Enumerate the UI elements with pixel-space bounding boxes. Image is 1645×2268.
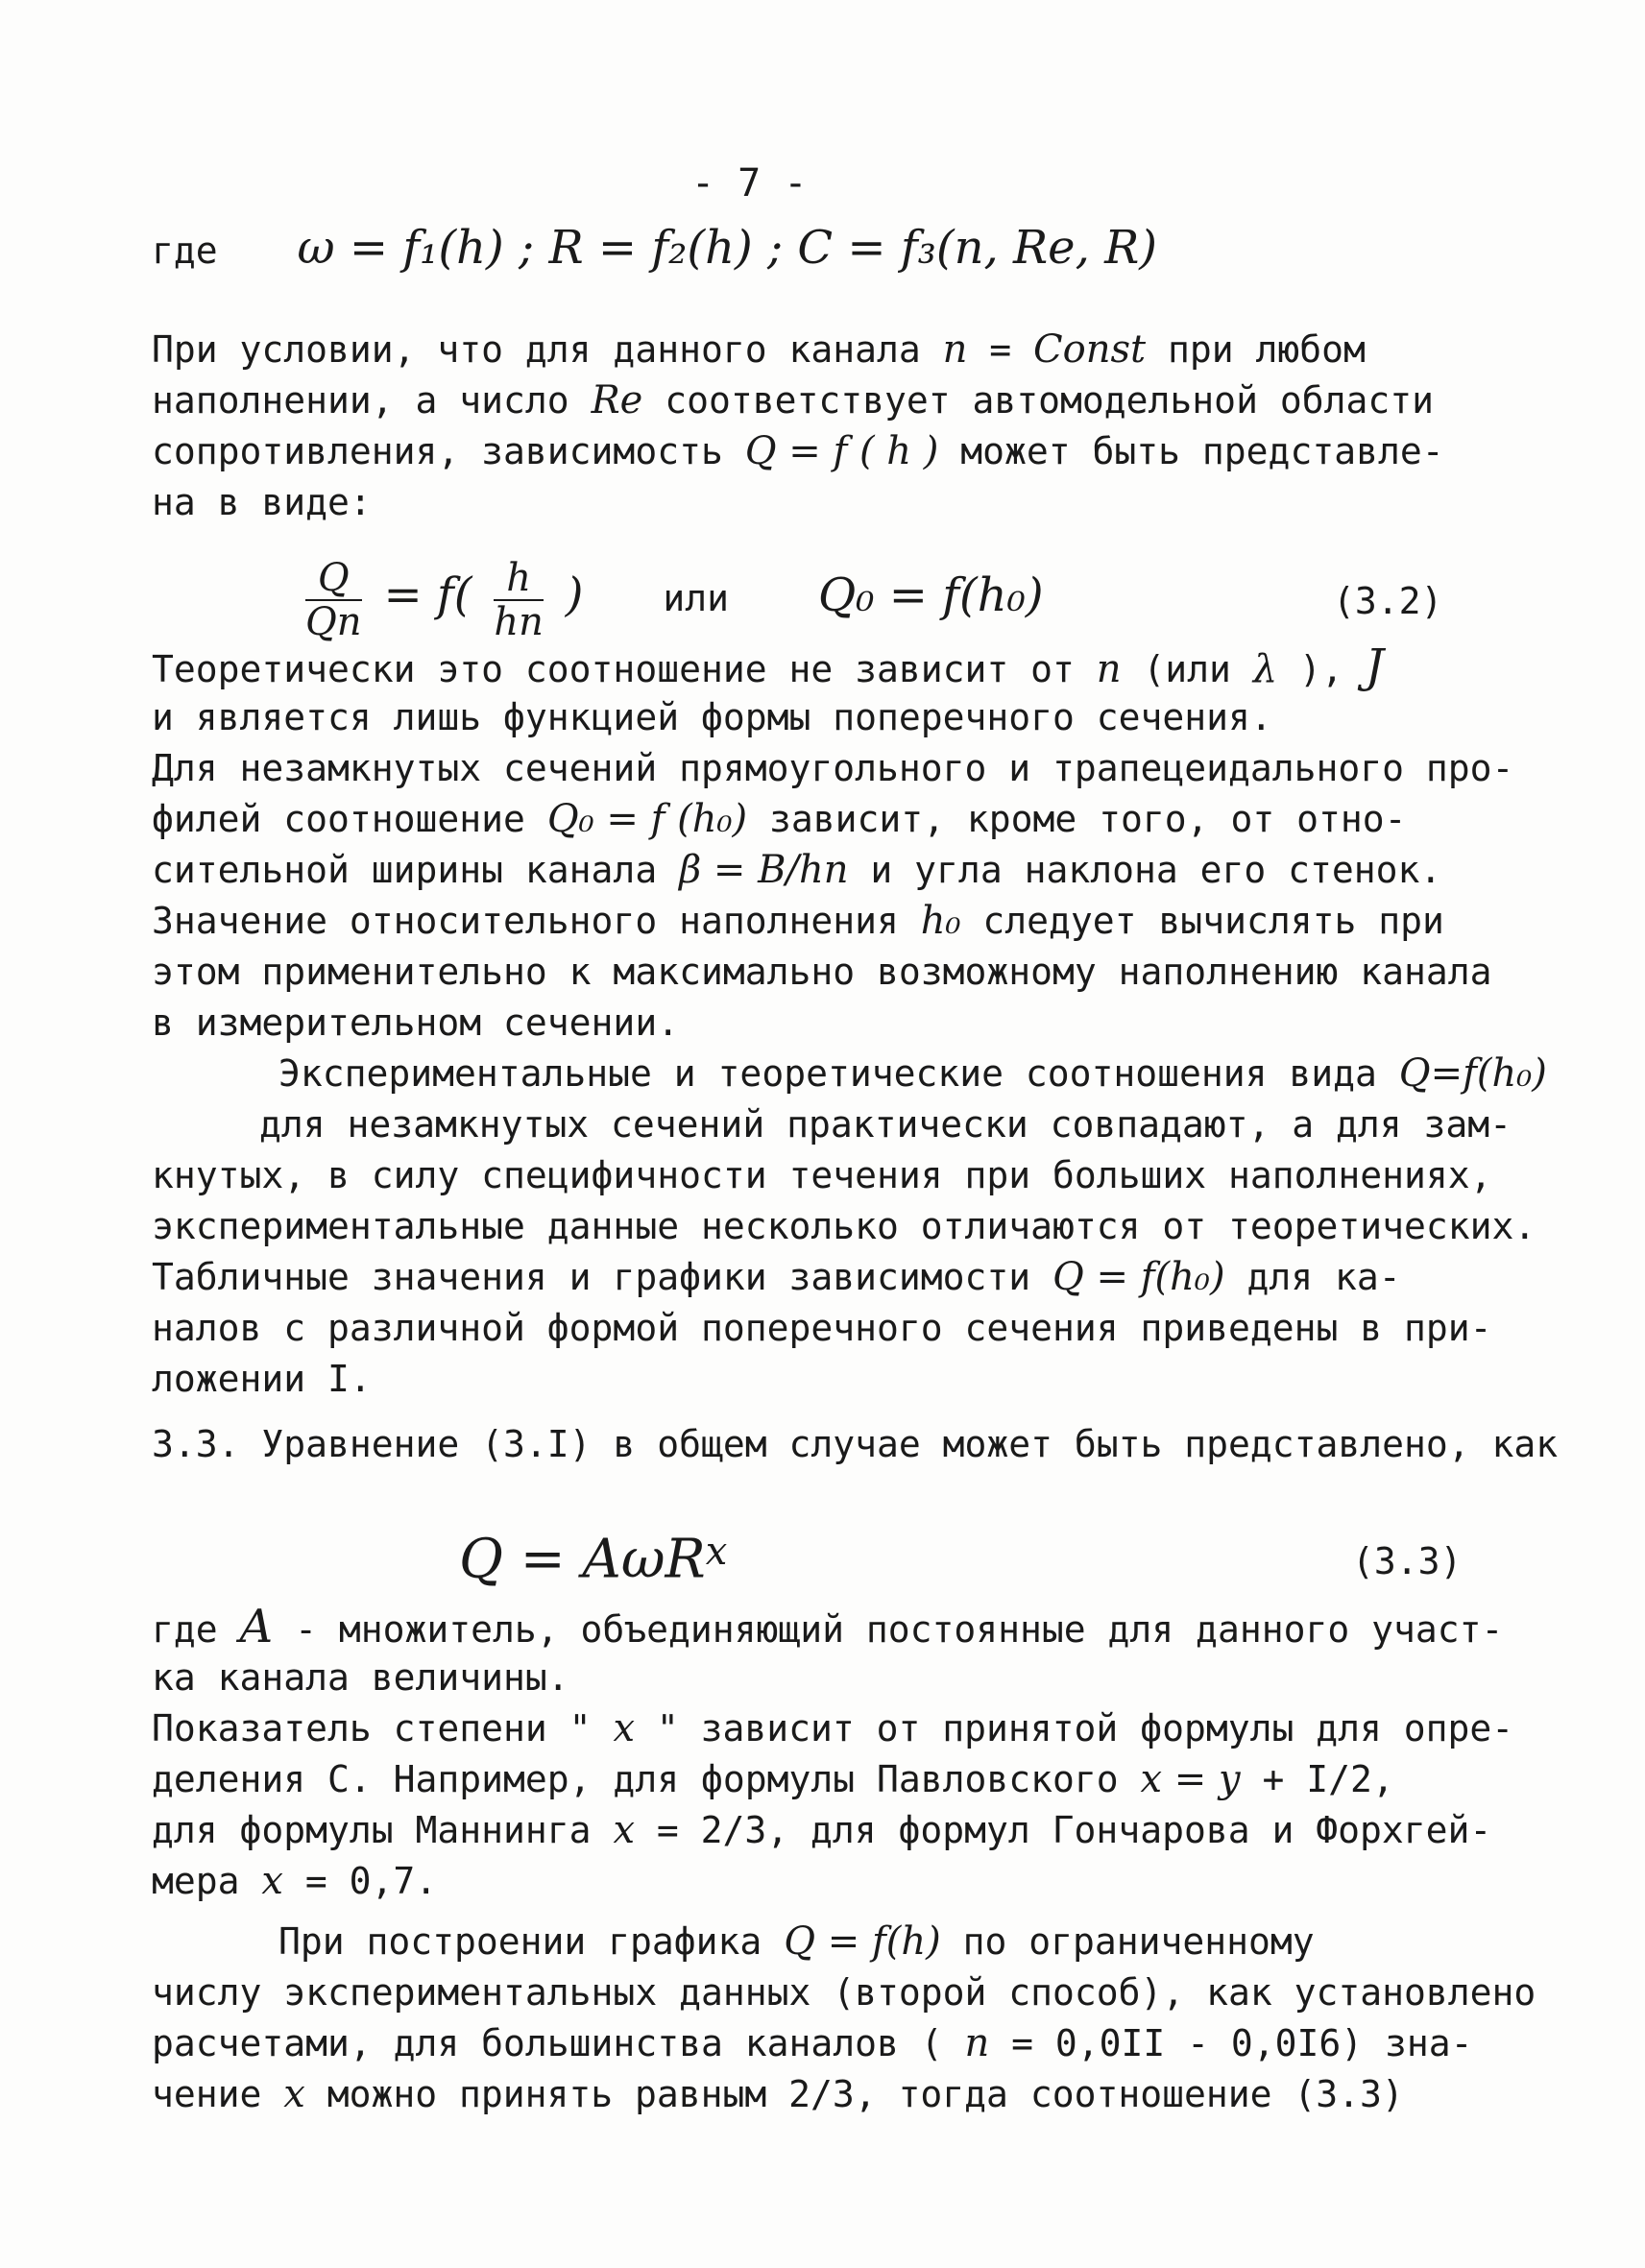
text: Экспериментальные и теоретические соотношения вида: [278, 1052, 1399, 1095]
text: для незамкнутых сечений практически совпадают, а для зам-: [259, 1103, 1512, 1146]
formula: n: [964, 2021, 990, 2065]
line-16: [152, 1150, 1492, 1201]
text: где: [152, 229, 218, 272]
formula: ): [565, 567, 584, 622]
formula: Q = f(h₀): [1052, 1255, 1225, 1299]
formula: λ: [1252, 647, 1278, 691]
text: экспериментальные данные несколько отличаются от теоретических.: [152, 1205, 1536, 1247]
denominator: Qn: [305, 600, 362, 644]
text: ),: [1277, 648, 1366, 690]
line-18: [152, 1252, 1401, 1303]
text: + I/2,: [1240, 1758, 1394, 1800]
formula: Q = AωR: [459, 1528, 706, 1591]
text: (или: [1121, 648, 1253, 690]
line-13: [152, 998, 679, 1049]
text: мера: [152, 1860, 262, 1902]
formula: Const: [1033, 327, 1147, 372]
text: и является лишь функцией формы поперечного сечения.: [152, 696, 1272, 738]
text: может быть представле-: [938, 430, 1444, 472]
text: Для незамкнутых сечений прямоугольного и трапецеидального про-: [152, 747, 1514, 789]
text: или: [663, 576, 729, 619]
text: для формулы Маннинга: [152, 1809, 614, 1851]
text: ка канала величины.: [152, 1656, 569, 1699]
formula: n: [1096, 647, 1122, 691]
formula: Q=f(h₀): [1398, 1051, 1547, 1096]
line-6: [152, 641, 1384, 695]
text: = 2/3, для формул Гончарова и Форхгей-: [635, 1809, 1492, 1851]
formula-exponent: x: [705, 1530, 728, 1574]
line-5: [152, 477, 372, 528]
text: При условии, что для данного канала: [152, 328, 943, 371]
line-11: [152, 896, 1444, 947]
formula: n: [942, 327, 968, 372]
line-2: [152, 325, 1366, 375]
text: где: [152, 1608, 240, 1651]
line-31: [152, 2069, 1404, 2120]
formula: J: [1365, 639, 1384, 693]
formula: x: [613, 1706, 635, 1750]
text: Теоретически это соотношение не зависит от: [152, 648, 1097, 690]
numerator: h: [494, 557, 544, 601]
text: числу экспериментальных данных (второй способ), как установлено: [152, 1971, 1536, 2014]
text: кнутых, в силу специфичности течения при больших наполнениях,: [152, 1154, 1492, 1196]
line-27: [152, 1856, 437, 1907]
text: чение: [152, 2073, 284, 2115]
formula: x: [613, 1808, 635, 1852]
equation-3-2: [305, 557, 1044, 643]
page-number: - 7 -: [691, 161, 808, 205]
formula: Q₀ = f (h₀): [546, 797, 748, 841]
line-9: [152, 794, 1406, 845]
line-20: [152, 1354, 372, 1405]
formula: A: [239, 1600, 274, 1653]
formula: Q = f ( h ): [744, 429, 939, 473]
text: =: [967, 328, 1034, 371]
text: наполнении, а число: [152, 379, 592, 422]
text: для ка-: [1224, 1256, 1401, 1298]
line-7: [152, 692, 1272, 743]
text: = 0,7.: [282, 1860, 438, 1902]
formula: x: [261, 1859, 283, 1903]
text: = 0,0II - 0,0I6) зна-: [989, 2022, 1473, 2064]
line-19: [152, 1303, 1492, 1354]
text: - множитель, объединяющий постоянные для данного участ-: [273, 1608, 1504, 1651]
line-30: [152, 2018, 1473, 2069]
text: сопротивления, зависимость: [152, 430, 745, 472]
formula: x = y: [1140, 1757, 1241, 1801]
text: следует вычислять при: [960, 900, 1444, 942]
text: при любом: [1146, 328, 1366, 371]
line-4: [152, 426, 1444, 477]
formula: β = B/hn: [679, 848, 849, 892]
text: " зависит от принятой формулы для опре-: [635, 1707, 1514, 1749]
line-21: [152, 1419, 1558, 1470]
equation-number-3-2: (3.2): [1333, 580, 1443, 622]
formula: x: [283, 2072, 305, 2116]
text: деления С. Например, для формулы Павловского: [152, 1758, 1141, 1800]
line-12: [152, 947, 1492, 998]
text: соответствует автомодельной области: [642, 379, 1434, 422]
text: 3.3. Уравнение (3.I) в общем случае может быть представлено, как: [152, 1423, 1559, 1465]
formula: = f(: [383, 567, 472, 622]
text: расчетами, для большинства каналов (: [152, 2022, 965, 2064]
formula: Re: [591, 378, 643, 422]
line-10: [152, 845, 1441, 896]
text: Табличные значения и графики зависимости: [152, 1256, 1052, 1298]
fraction-h: [494, 557, 544, 643]
text: и угла наклона его стенок.: [848, 849, 1442, 891]
text: на в виде:: [152, 481, 372, 523]
formula: Q = f(h): [784, 1919, 941, 1964]
formula: Q₀ = f(h₀): [817, 567, 1044, 622]
formula: h₀: [920, 899, 961, 943]
text: этом применительно к максимально возможному наполнению канала: [152, 951, 1492, 993]
line-1: [152, 223, 1157, 277]
line-23: [152, 1653, 569, 1703]
numerator: Q: [305, 557, 362, 601]
text: сительной ширины канала: [152, 849, 680, 891]
text: в измерительном сечении.: [152, 1001, 680, 1044]
equation-3-3: [459, 1527, 727, 1591]
line-3: [152, 375, 1434, 426]
line-17: [152, 1201, 1536, 1252]
line-28: [278, 1917, 1315, 1967]
text: налов с различной формой поперечного сечения приведены в при-: [152, 1307, 1492, 1349]
text: филей соотношение: [152, 798, 547, 840]
text: по ограниченному: [940, 1920, 1315, 1963]
text: ложении I.: [152, 1358, 372, 1400]
line-22: [152, 1602, 1503, 1655]
line-26: [152, 1805, 1491, 1856]
text: Показатель степени ": [152, 1707, 614, 1749]
denominator: hn: [494, 600, 544, 644]
line-24: [152, 1703, 1513, 1754]
line-15: [259, 1099, 1512, 1150]
formula: ω = f₁(h) ; R = f₂(h) ; C = f₃(n, Re, R): [297, 221, 1157, 275]
line-14: [278, 1049, 1547, 1099]
text: можно принять равным 2/3, тогда соотношение (3.3): [304, 2073, 1404, 2115]
equation-number-3-3: (3.3): [1352, 1540, 1463, 1582]
text: При построении графика: [278, 1920, 785, 1963]
fraction-q: [305, 557, 362, 643]
text: зависит, кроме того, от отно-: [747, 798, 1407, 840]
text: Значение относительного наполнения: [152, 900, 921, 942]
line-25: [152, 1754, 1394, 1805]
line-8: [152, 743, 1513, 794]
line-29: [152, 1967, 1536, 2018]
